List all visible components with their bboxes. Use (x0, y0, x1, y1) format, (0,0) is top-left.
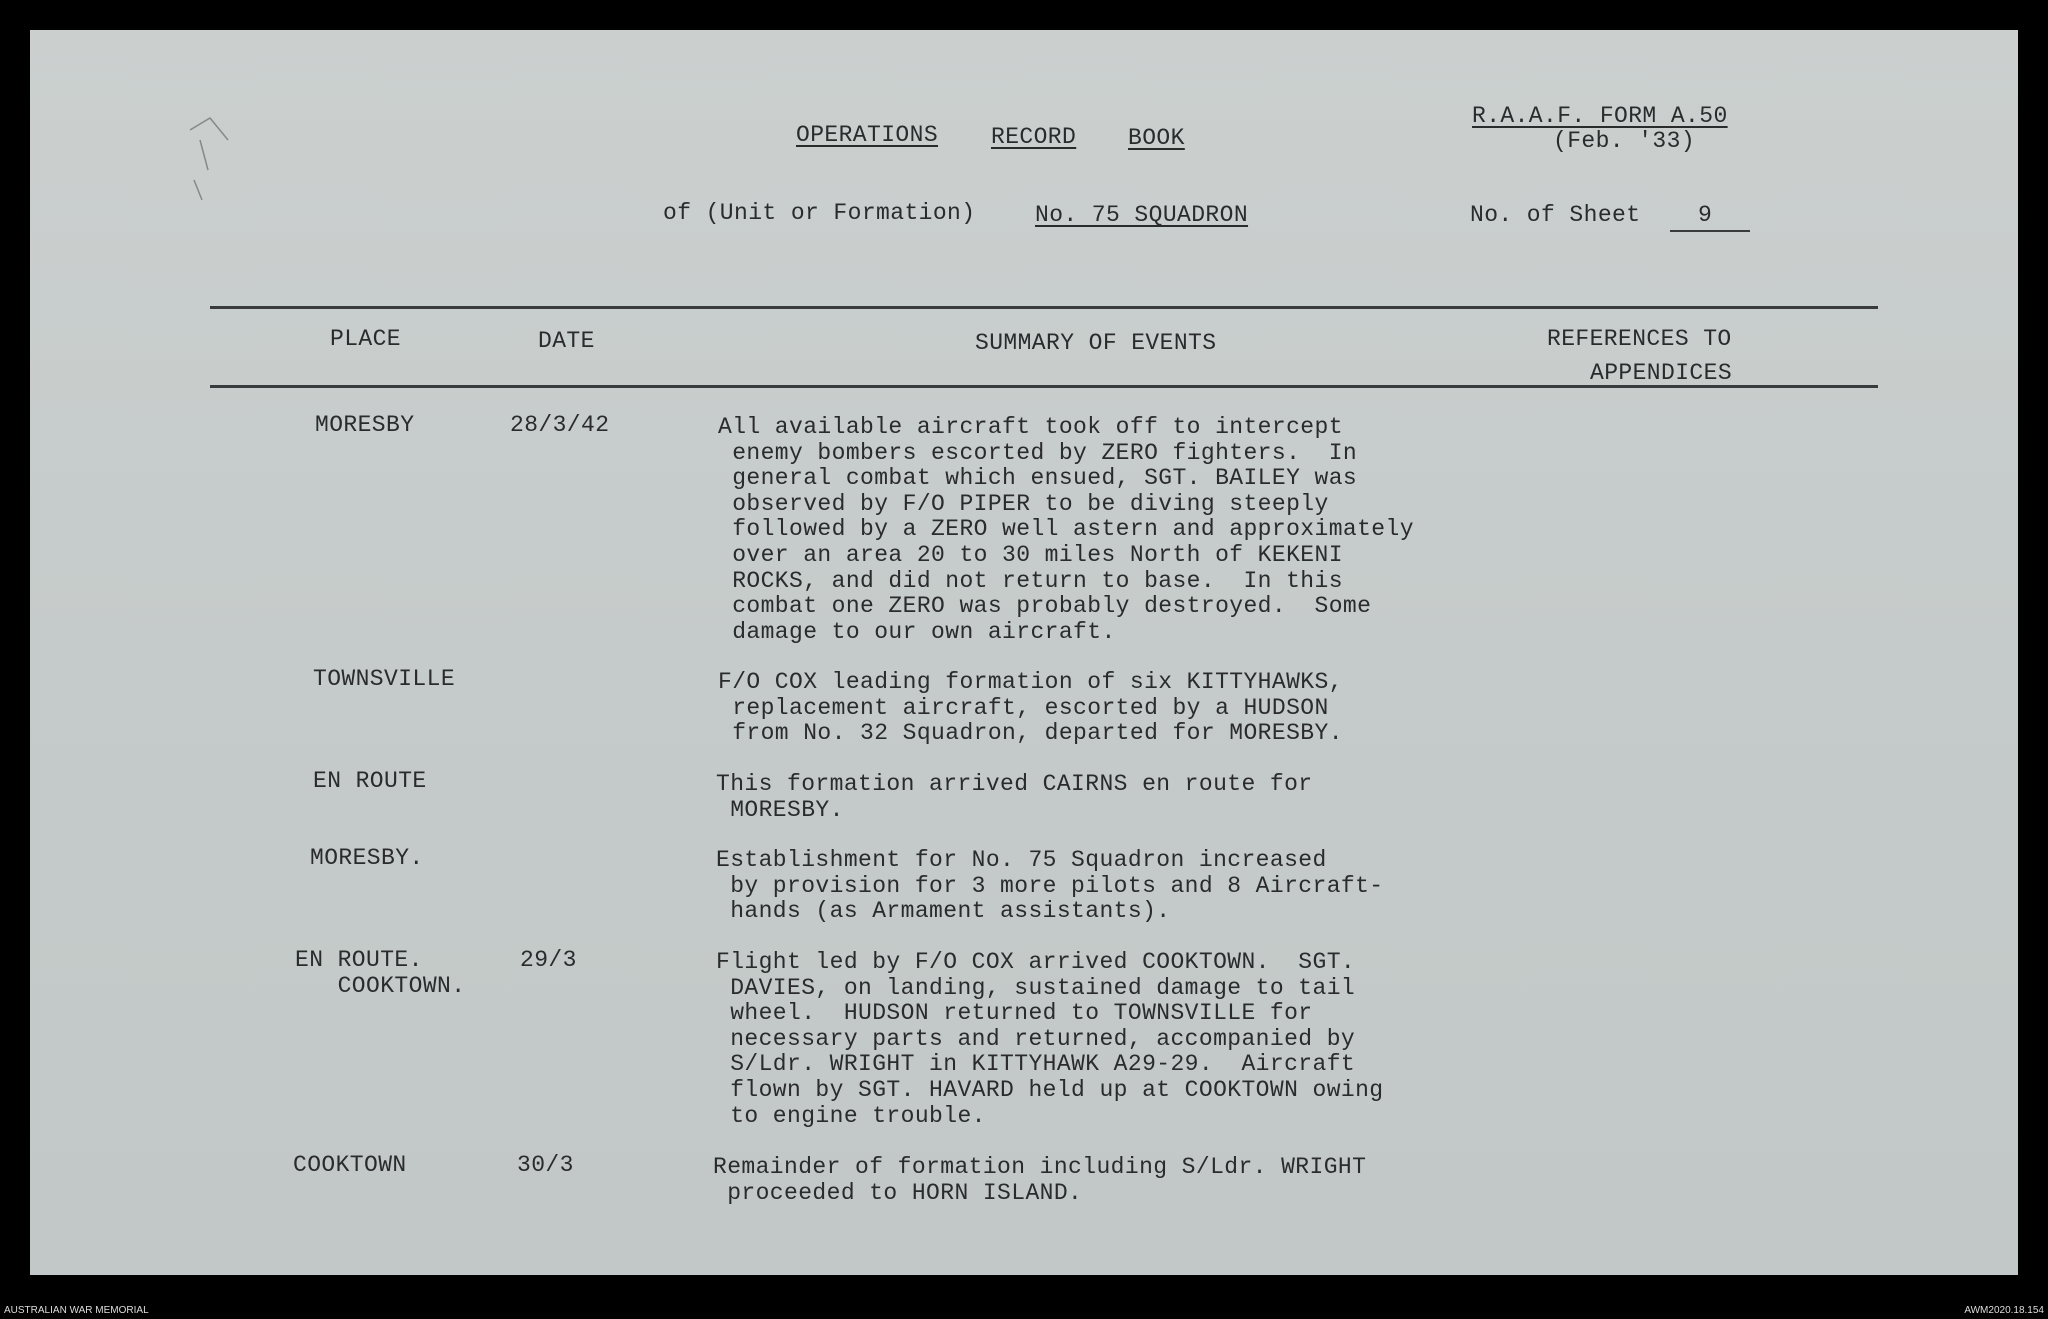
entry-summary: F/O COX leading formation of six KITTYHAWKS, replacement aircraft, escorted by a HUDSON from No. 32 Squadron, departed for MORESBY. (718, 669, 1343, 747)
entry-place: EN ROUTE. COOKTOWN. (295, 947, 466, 999)
column-header-appendices: APPENDICES (1590, 360, 1733, 386)
form-date: (Feb. '33) (1553, 128, 1696, 154)
accession-number: AWM2020.18.154 (1964, 1305, 2044, 1316)
entry-summary: All available aircraft took off to intercept enemy bombers escorted by ZERO fighters. In general combat which ensued, SGT. BAILEY was observed by F/O PIPER to be diving steeply followed by a ZERO well astern and approximately over an area 20 to 30 miles North of KEKENI ROCKS, and did not return to base. In this combat one ZERO was probably destroyed. Some damage to our own aircraft. (718, 414, 1414, 645)
unit-name: No. 75 SQUADRON (1035, 202, 1249, 228)
column-header-references: REFERENCES TO (1547, 326, 1732, 352)
table-top-rule (210, 306, 1878, 309)
column-header-date: DATE (538, 328, 595, 354)
entry-date: 30/3 (517, 1152, 574, 1178)
entry-date: 28/3/42 (510, 412, 610, 438)
form-number: R.A.A.F. FORM A.50 (1472, 103, 1728, 129)
sheet-label: No. of Sheet (1470, 202, 1641, 228)
entry-summary: Flight led by F/O COX arrived COOKTOWN. SGT. DAVIES, on landing, sustained damage to tail wheel. HUDSON returned to TOWNSVILLE for necessary parts and returned, accompanied by S/Ldr. WRIGHT in KITTYHAWK A29-29. Aircraft flown by SGT. HAVARD held up at COOKTOWN owing to engine trouble. (716, 949, 1384, 1129)
record-sheet (30, 30, 2018, 1275)
title-word-record: RECORD (991, 124, 1077, 150)
sheet-number-underline (1670, 230, 1750, 232)
unit-prefix: of (Unit or Formation) (663, 200, 976, 226)
entry-date: 29/3 (520, 947, 577, 973)
entry-summary: This formation arrived CAIRNS en route for MORESBY. (716, 771, 1313, 823)
archive-credit: AUSTRALIAN WAR MEMORIAL (4, 1305, 149, 1316)
entry-place: MORESBY (315, 412, 415, 438)
paper-crease-mark (180, 100, 240, 210)
title-word-operations: OPERATIONS (796, 122, 939, 148)
column-header-place: PLACE (330, 326, 402, 352)
entry-place: COOKTOWN (293, 1152, 407, 1178)
entry-place: MORESBY. (310, 845, 424, 871)
column-header-summary: SUMMARY OF EVENTS (975, 330, 1217, 356)
sheet-number: 9 (1698, 202, 1713, 228)
entry-place: TOWNSVILLE (313, 666, 456, 692)
entry-summary: Remainder of formation including S/Ldr. WRIGHT proceeded to HORN ISLAND. (713, 1154, 1367, 1206)
title-word-book: BOOK (1128, 125, 1185, 151)
entry-place: EN ROUTE (313, 768, 427, 794)
entry-summary: Establishment for No. 75 Squadron increased by provision for 3 more pilots and 8 Aircraft- hands (as Armament assistants). (716, 847, 1384, 925)
